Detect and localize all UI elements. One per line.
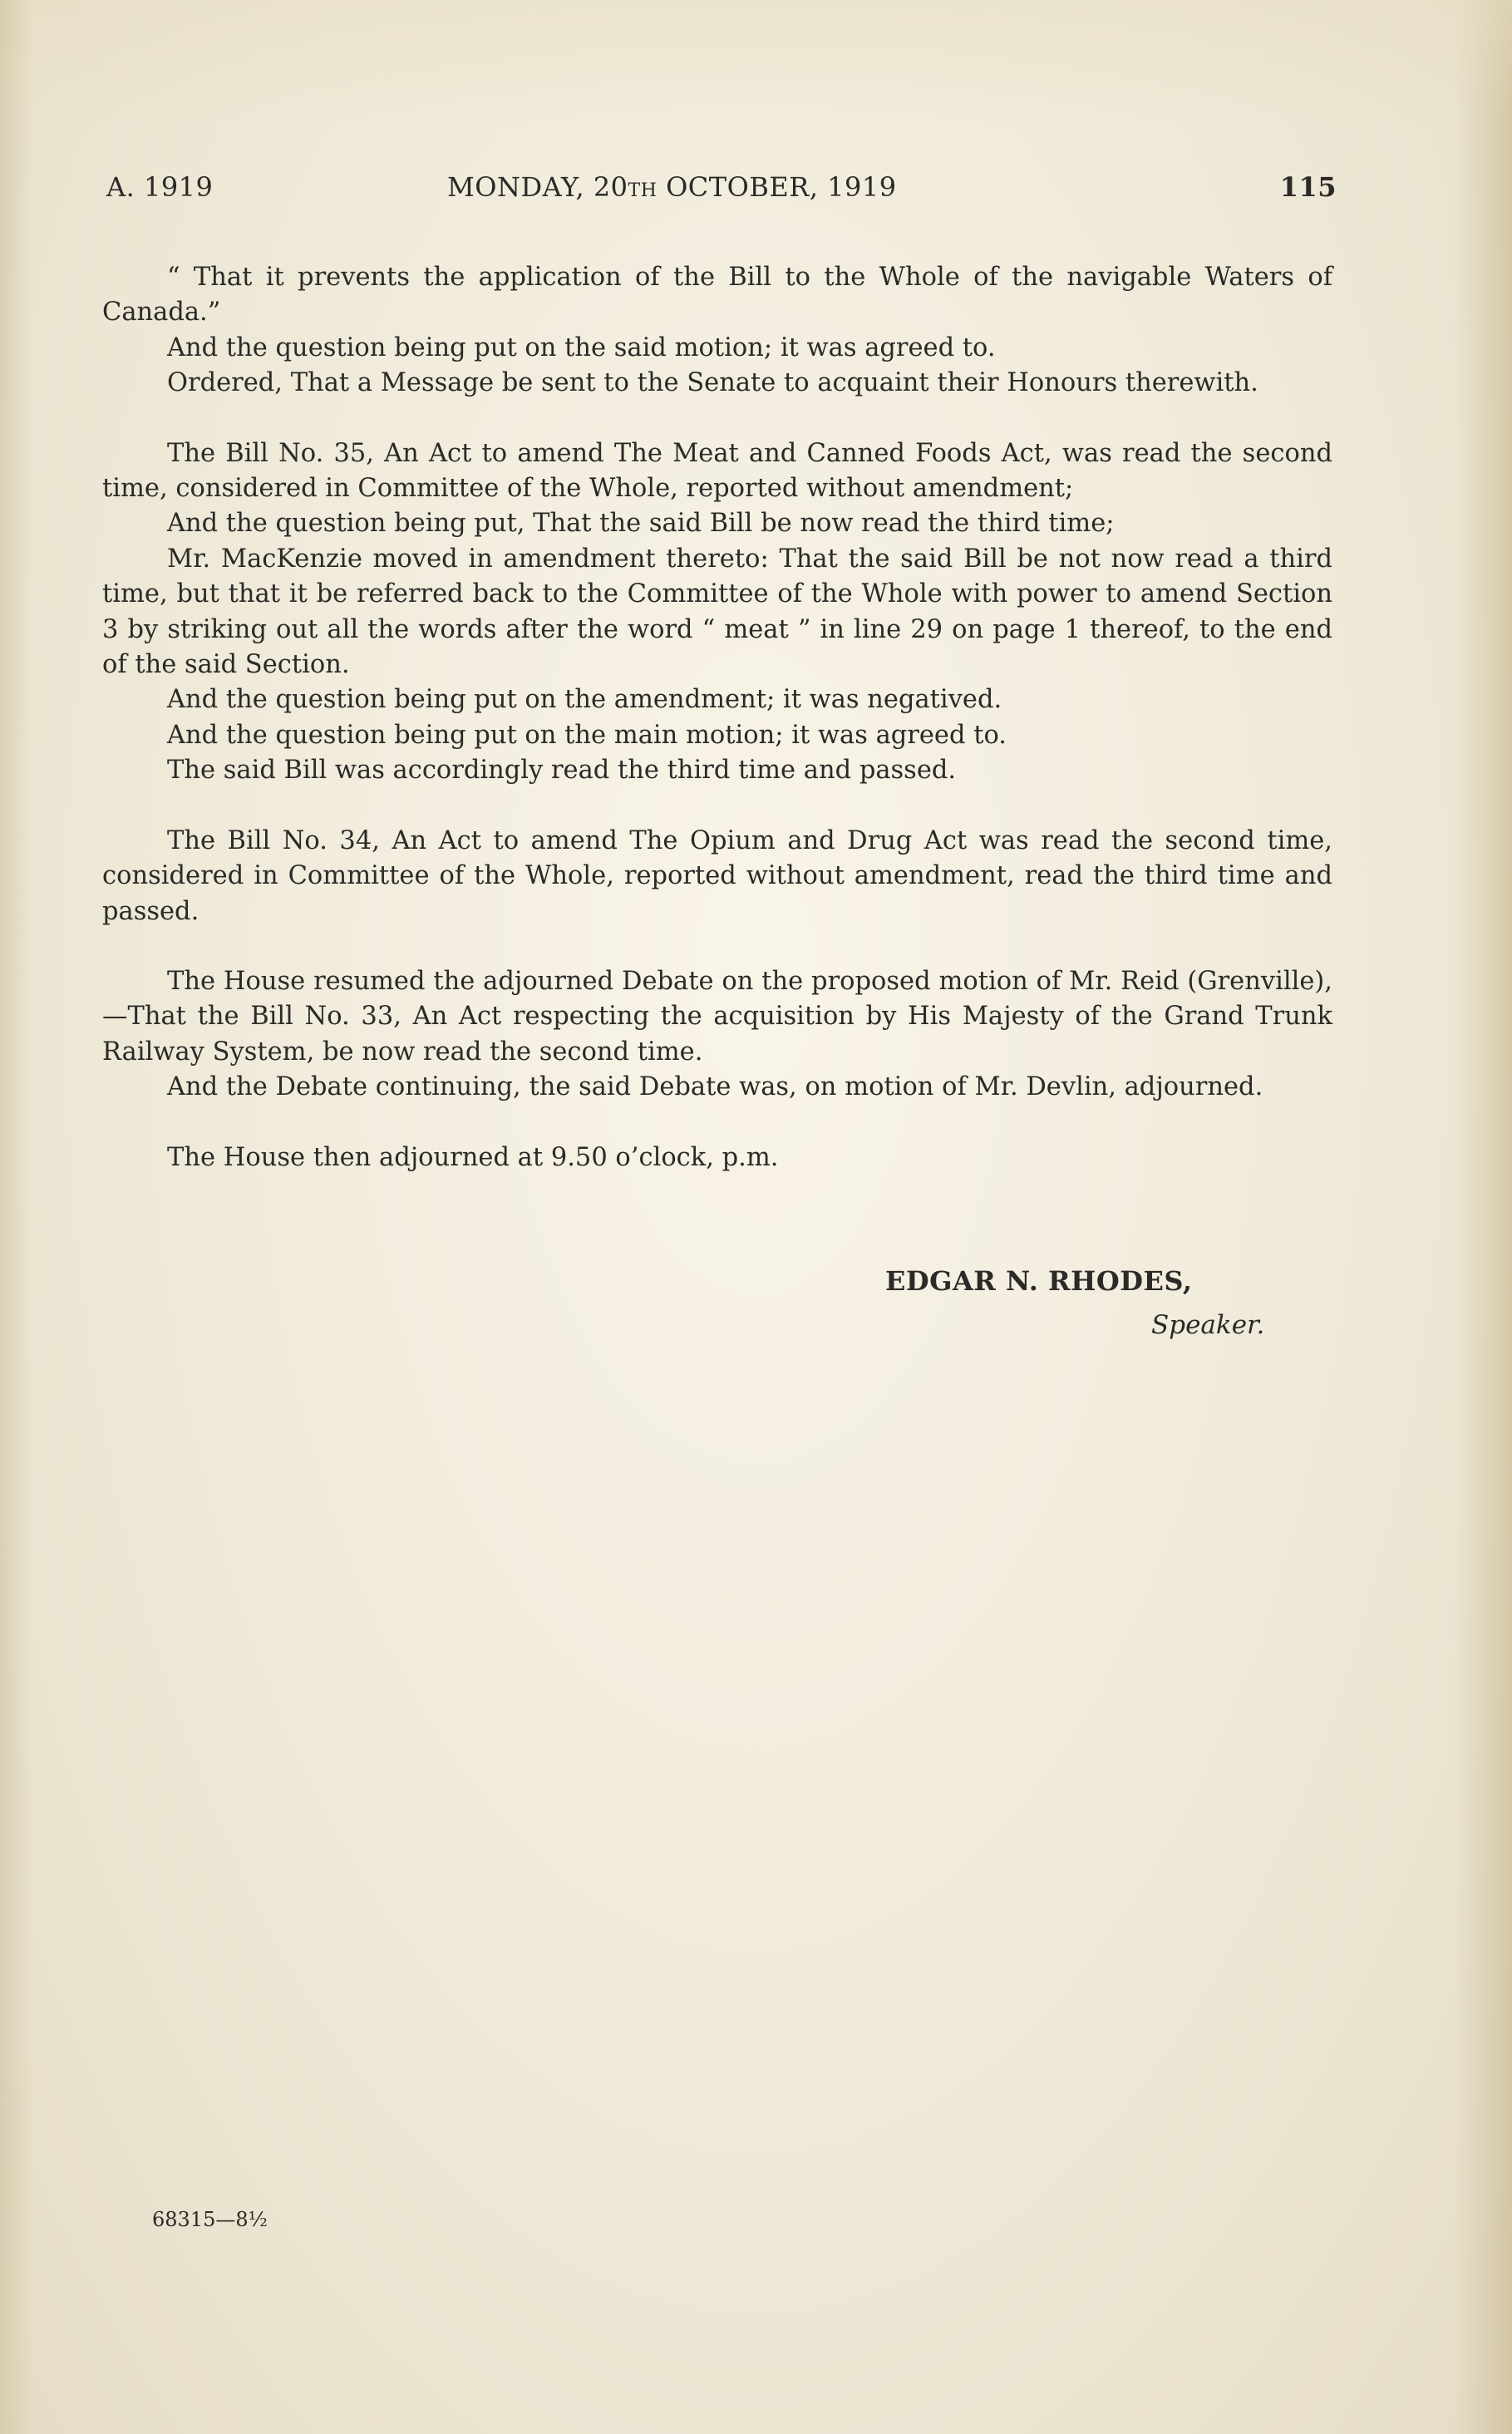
paragraph: And the question being put on the amendment; it was negatived. <box>167 685 1002 715</box>
header-date-ordinal: TH <box>628 180 657 201</box>
paragraph: Mr. MacKenzie moved in amendment thereto: That the said Bill be not now read a third time, but that it be referred back to the Committee of the Whole with power to amend Section 3 by striking out all the words after the word “ meat ” in line 29 on page 1 thereof, to the end of the said Section. <box>102 544 1332 680</box>
paragraph: And the question being put, That the said Bill be now read the third time; <box>167 509 1115 539</box>
paragraph: “ That it prevents the application of the Bill to the Whole of the navigable Waters of Canada.” <box>102 263 1332 328</box>
paper-shading <box>0 0 1512 125</box>
paragraph: Ordered, That a Message be sent to the Senate to acquaint their Honours therewith. <box>167 368 1258 398</box>
paragraph: And the Debate continuing, the said Debate was, on motion of Mr. Devlin, adjourned. <box>167 1072 1263 1102</box>
signature-name: EDGAR N. RHODES, <box>885 1265 1193 1297</box>
page-number: 115 <box>1279 171 1337 203</box>
header-date <box>447 171 897 203</box>
paragraph: The Bill No. 35, An Act to amend The Meat and Canned Foods Act, was read the second time, considered in Committee of the Whole, reported without amendment; <box>102 438 1332 504</box>
paragraph-gap <box>102 402 1332 436</box>
journal-body <box>102 260 1332 1175</box>
paragraph-gap <box>102 929 1332 964</box>
header-date-suffix: OCTOBER, 1919 <box>657 171 897 203</box>
paragraph: The Bill No. 34, An Act to amend The Opium and Drug Act was read the second time, considered in Committee of the Whole, reported without amendment, read the third time and passed. <box>102 825 1332 926</box>
page-header <box>106 171 1337 209</box>
paragraph-gap <box>102 1106 1332 1141</box>
paragraph: And the question being put on the said motion; it was agreed to. <box>167 333 996 362</box>
header-session-year: A. 1919 <box>106 171 214 203</box>
signature-title: Speaker. <box>1151 1310 1265 1340</box>
printer-footer: 68315—8½ <box>152 2208 268 2231</box>
header-date-prefix: MONDAY, 20 <box>447 171 628 203</box>
paragraph: The House resumed the adjourned Debate on the proposed motion of Mr. Reid (Grenville),—That the Bill No. 33, An Act respecting the acquisition by His Majesty of the Grand Trunk Railway System, be now read the second time. <box>102 966 1332 1067</box>
paragraph-gap <box>102 789 1332 824</box>
paragraph: And the question being put on the main motion; it was agreed to. <box>167 720 1007 750</box>
paragraph: The said Bill was accordingly read the third time and passed. <box>167 756 957 786</box>
paragraph: The House then adjourned at 9.50 o’clock, p.m. <box>167 1142 779 1172</box>
